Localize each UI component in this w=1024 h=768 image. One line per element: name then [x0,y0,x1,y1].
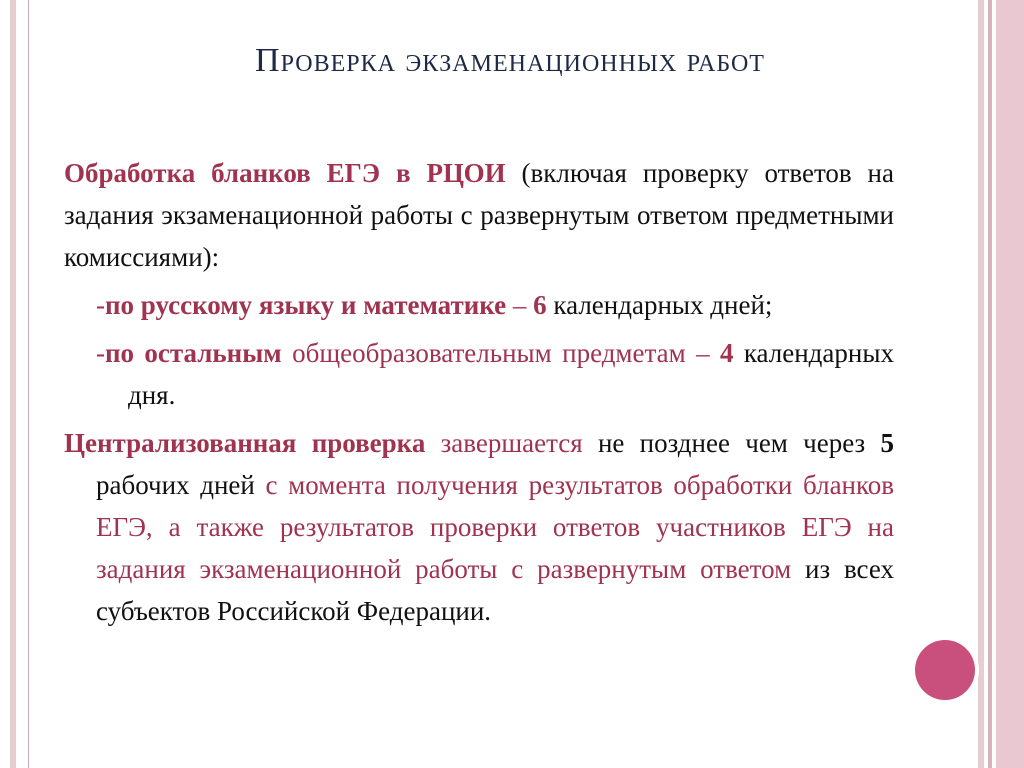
item2-days-number: 4 [719,338,734,368]
paragraph-processing [64,152,894,278]
list-item-other-subjects [96,332,894,416]
item2-mid: общеобразовательным предметам – [281,338,720,368]
right-border-band [996,0,1024,768]
list-item-russian-math [96,284,894,326]
item1-days-number: 6 [533,290,547,320]
item2-subject: по остальным [105,338,282,368]
right-border-stripe-1 [978,0,984,768]
left-border-decoration [0,0,29,768]
right-border-decoration [978,0,1024,768]
slide-body [64,152,894,632]
slide-title: Проверка экзаменационных работ [255,42,765,79]
central-deadline: не позднее чем через [582,428,881,458]
decorative-circle [915,640,975,700]
processing-lead: Обработка бланков ЕГЭ в РЦОИ [64,158,506,188]
central-from-moment: с момента получения результатов обработки бланков ЕГЭ, а также результатов проверки ответов участников ЕГЭ на задания экзаменационной работы с развернутым ответом [96,470,894,584]
item1-subject: по русскому языку и математике [105,290,507,320]
paragraph-central-check [64,422,894,632]
item1-sep: – [506,290,534,320]
central-lead: Централизованная проверка [64,428,426,458]
processing-rest: (включая проверку ответов на задания экзаменационной работы с развернутым ответом предметными комиссиями): [64,158,894,272]
item2-dash: - [96,338,105,368]
central-completes: завершается [425,428,583,458]
right-border-stripe-2 [988,0,992,768]
central-days-number: 5 [880,428,895,458]
central-regions: из всех субъектов Российской Федерации. [96,554,894,626]
central-workdays: рабочих дней [96,470,255,500]
left-border-stripe [10,0,16,768]
item1-rest: календарных дней; [546,290,773,320]
item2-rest: календарных дня. [128,338,894,410]
item1-dash: - [96,290,105,320]
